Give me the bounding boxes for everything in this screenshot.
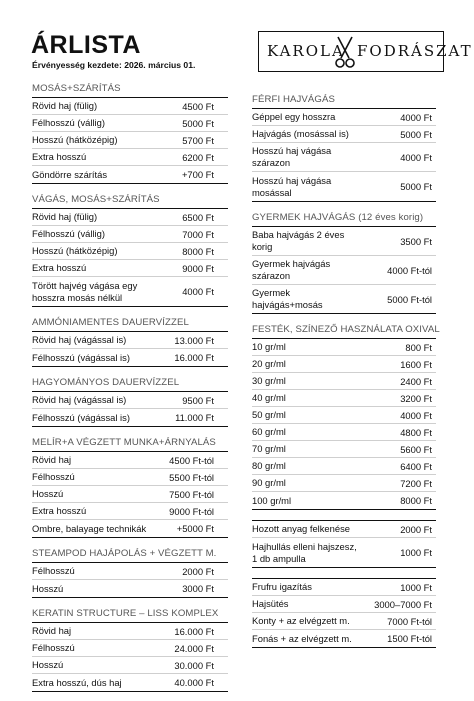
service-price: 2000 Ft: [182, 565, 214, 577]
service-price: 9000 Ft: [182, 262, 214, 274]
price-row: [32, 349, 228, 366]
service-price: 16.000 Ft: [174, 625, 214, 637]
service-name: Gyermek hajvágás+mosás: [252, 287, 323, 310]
service-name: Gyermek hajvágás szárazon: [252, 258, 331, 281]
section-title: [32, 436, 228, 451]
price-row: [32, 260, 228, 277]
service-name: 80 gr/ml: [252, 460, 286, 471]
price-table: [32, 208, 228, 307]
service-name: 70 gr/ml: [252, 443, 286, 454]
service-name: Hosszú: [32, 659, 64, 670]
service-name: Rövid haj (vágással is): [32, 334, 127, 345]
price-row: [252, 441, 436, 458]
price-row: [252, 172, 436, 201]
service-name: Rövid haj (vágással is): [32, 394, 127, 405]
service-name: Hosszú: [32, 582, 64, 594]
section-melir-a-vegzett-munka-arnyalas: [32, 436, 228, 538]
section-extra: [252, 578, 436, 648]
service-price: 5000 Ft-tól: [387, 293, 432, 305]
price-row: [32, 98, 228, 115]
page-title: ÁRLISTA: [31, 31, 141, 59]
service-price: 16.000 Ft: [174, 352, 214, 363]
section-keratin-structure-liss-komplex: [32, 607, 228, 692]
service-price: 8000 Ft: [400, 495, 432, 506]
service-name: Géppel egy hosszra: [252, 111, 336, 122]
service-price: 4000 Ft: [182, 286, 214, 297]
price-row: [32, 115, 228, 132]
service-name: Félhosszú (vágással is): [32, 411, 130, 423]
service-name: 10 gr/ml: [252, 341, 286, 352]
price-row: [32, 452, 228, 469]
price-row: [252, 390, 436, 407]
validity-date: Érvényesség kezdete: 2026. március 01.: [32, 60, 196, 70]
service-price: 5000 Ft: [400, 181, 432, 192]
service-name: Félhosszú (vállig): [32, 117, 105, 128]
section-title: [252, 211, 436, 226]
section-title-text: FÉRFI HAJVÁGÁS: [252, 94, 335, 105]
price-row: [32, 332, 228, 349]
service-name: Félhosszú: [32, 471, 75, 482]
price-row: [32, 243, 228, 260]
price-row: [252, 538, 436, 567]
service-name: 20 gr/ml: [252, 358, 286, 369]
price-row: [32, 166, 228, 183]
service-name: Rövid haj: [32, 454, 72, 465]
service-price: 24.000 Ft: [174, 642, 214, 654]
service-price: 1000 Ft: [400, 547, 432, 558]
service-price: 7000 Ft: [182, 228, 214, 240]
price-row: [32, 520, 228, 537]
service-price: 7000 Ft-tól: [387, 615, 432, 627]
section-hagyomanyos-dauervizzel: [32, 376, 228, 427]
service-price: 4000 Ft-tól: [387, 264, 432, 276]
price-row: [252, 521, 436, 538]
price-row: [252, 579, 436, 596]
service-name: Hosszú (hátközépig): [32, 134, 118, 145]
service-name: Baba hajvágás 2 éves korig: [252, 229, 345, 252]
service-name: Félhosszú: [32, 565, 75, 576]
price-row: [32, 563, 228, 580]
price-row: [32, 469, 228, 486]
service-name: Rövid haj (fülig): [32, 100, 98, 111]
logo-text-left: KAROLA: [267, 42, 345, 60]
price-table: [32, 391, 228, 427]
section-note: (12 éves korig): [358, 212, 424, 223]
service-name: Hosszú haj vágása szárazon: [252, 145, 332, 168]
price-row: [32, 226, 228, 243]
scissors-icon: [334, 35, 356, 71]
service-name: Félhosszú (vállig): [32, 228, 105, 239]
section-ferfi-hajvagas: [252, 93, 436, 202]
service-price: 800 Ft: [405, 341, 432, 353]
section-extra: [252, 520, 436, 568]
service-name: Hajvágás (mosással is): [252, 128, 349, 139]
service-price: 2000 Ft: [400, 523, 432, 535]
price-table: [252, 578, 436, 648]
left-price-column: [32, 82, 228, 701]
service-price: 3000–7000 Ft: [374, 598, 432, 610]
service-name: Félhosszú (vágással is): [32, 351, 130, 363]
price-row: [252, 109, 436, 126]
service-name: Hozott anyag felkenése: [252, 523, 350, 534]
price-row: [32, 409, 228, 426]
section-title: [32, 193, 228, 208]
price-row: [32, 640, 228, 657]
service-name: Fonás + az elvégzett m.: [252, 632, 352, 644]
service-price: 4000 Ft: [400, 111, 432, 123]
price-row: [32, 580, 228, 597]
section-festek-szinezo-hasznalata-oxival: [252, 323, 440, 510]
section-title: [32, 607, 228, 622]
section-title-text: HAGYOMÁNYOS DAUERVÍZZEL: [32, 377, 180, 388]
price-row: [32, 674, 228, 691]
service-price: 3200 Ft: [400, 392, 432, 404]
service-price: 4000 Ft: [400, 409, 432, 421]
section-title-text: GYERMEK HAJVÁGÁS: [252, 212, 356, 223]
service-name: Törött hajvég vágása egy hosszra mosás nélkül: [32, 279, 138, 303]
price-table: [252, 226, 436, 314]
service-price: 6200 Ft: [182, 151, 214, 163]
section-title-text: VÁGÁS, MOSÁS+SZÁRÍTÁS: [32, 194, 160, 205]
service-name: Rövid haj (fülig): [32, 211, 98, 222]
section-steampod-hajapolas-vegzett-m: [32, 547, 228, 598]
section-ammoniamentes-dauervizzel: [32, 316, 228, 367]
service-name: Félhosszú: [32, 642, 75, 653]
service-name: Extra hosszú: [32, 151, 87, 162]
service-price: 4000 Ft: [400, 151, 432, 163]
price-row: [32, 657, 228, 674]
service-price: 11.000 Ft: [175, 412, 214, 423]
price-table: [32, 97, 228, 184]
service-price: 40.000 Ft: [174, 677, 214, 688]
service-price: 6500 Ft: [182, 211, 214, 223]
service-price: 2400 Ft: [400, 375, 432, 387]
service-name: Ombre, balayage technikák: [32, 522, 147, 534]
section-title-text: FESTÉK, SZÍNEZŐ HASZNÁLATA OXIVAL: [252, 324, 440, 335]
price-row: [32, 392, 228, 409]
price-row: [252, 596, 436, 613]
service-name: 60 gr/ml: [252, 426, 286, 437]
price-row: [32, 132, 228, 149]
section-vagas-mosas-szaritas: [32, 193, 228, 307]
section-gyermek-hajvagas: [252, 211, 436, 314]
section-title: [32, 316, 228, 331]
service-price: +700 Ft: [181, 169, 214, 180]
service-name: 90 gr/ml: [252, 477, 286, 488]
price-table: [252, 520, 436, 568]
service-price: 8000 Ft: [182, 245, 214, 257]
section-title-text: STEAMPOD HAJÁPOLÁS + VÉGZETT M.: [32, 548, 217, 559]
section-mosas-szaritas: [32, 82, 228, 184]
service-name: Hajhullás elleni hajszesz, 1 db ampulla: [252, 540, 357, 564]
service-name: Hosszú (hátközépig): [32, 245, 118, 256]
service-name: Göndörre szárítás: [32, 168, 108, 180]
price-row: [252, 256, 436, 285]
price-table: [32, 451, 228, 538]
service-name: Hosszú haj vágása mosással: [252, 174, 332, 198]
price-row: [252, 407, 436, 424]
price-row: [252, 424, 436, 441]
service-price: 7500 Ft-tól: [169, 488, 214, 500]
service-price: 9000 Ft-tól: [169, 505, 214, 517]
service-price: +5000 Ft: [176, 523, 214, 534]
section-title-text: MOSÁS+SZÁRÍTÁS: [32, 83, 121, 94]
service-price: 4500 Ft-tól: [169, 454, 214, 466]
price-row: [252, 126, 436, 143]
service-price: 5600 Ft: [400, 443, 432, 455]
service-price: 5700 Ft: [182, 134, 214, 146]
logo-text-right: FODRÁSZAT: [357, 42, 473, 60]
service-name: Extra hosszú: [32, 262, 87, 273]
price-row: [252, 143, 436, 172]
price-row: [32, 209, 228, 226]
service-name: 100 gr/ml: [252, 494, 292, 506]
price-table: [32, 622, 228, 692]
service-name: Konty + az elvégzett m.: [252, 615, 350, 626]
section-title: [32, 547, 228, 562]
price-row: [252, 373, 436, 390]
service-name: Extra hosszú, dús haj: [32, 676, 122, 688]
price-row: [252, 458, 436, 475]
service-name: 30 gr/ml: [252, 375, 286, 386]
service-name: 50 gr/ml: [252, 409, 286, 420]
price-row: [252, 339, 436, 356]
salon-logo: [258, 31, 473, 72]
price-row: [252, 356, 436, 373]
price-table: [252, 338, 436, 510]
service-price: 1000 Ft: [400, 581, 432, 593]
price-row: [32, 277, 228, 306]
right-price-column: [252, 93, 440, 657]
price-row: [32, 503, 228, 520]
price-row: [32, 486, 228, 503]
service-price: 3500 Ft: [400, 235, 432, 247]
price-row: [252, 227, 436, 256]
price-table: [252, 108, 436, 202]
price-row: [252, 285, 436, 313]
service-price: 5000 Ft: [182, 117, 214, 129]
service-price: 5000 Ft: [400, 128, 432, 140]
service-price: 1500 Ft-tól: [387, 633, 432, 644]
price-table: [32, 331, 228, 367]
price-row: [252, 630, 436, 647]
section-title-text: AMMÓNIAMENTES DAUERVÍZZEL: [32, 317, 189, 328]
service-price: 9500 Ft: [182, 394, 214, 406]
price-row: [32, 149, 228, 166]
section-title-text: KERATIN STRUCTURE – LISS KOMPLEX: [32, 608, 219, 619]
service-price: 4800 Ft: [400, 426, 432, 438]
price-row: [32, 623, 228, 640]
service-price: 7200 Ft: [400, 477, 432, 489]
service-price: 3000 Ft: [182, 583, 214, 594]
service-price: 5500 Ft-tól: [169, 471, 214, 483]
section-title: [252, 93, 436, 108]
price-row: [252, 492, 436, 509]
service-price: 6400 Ft: [400, 460, 432, 472]
section-title: [32, 82, 228, 97]
service-price: 4500 Ft: [182, 100, 214, 112]
section-title-text: MELÍR+A VÉGZETT MUNKA+ÁRNYALÁS: [32, 437, 216, 448]
service-name: 40 gr/ml: [252, 392, 286, 403]
service-name: Hajsütés: [252, 598, 289, 609]
service-price: 1600 Ft: [400, 358, 432, 370]
service-price: 13.000 Ft: [174, 334, 214, 346]
service-name: Rövid haj: [32, 625, 72, 636]
price-table: [32, 562, 228, 598]
section-title: [32, 376, 228, 391]
section-title: [252, 323, 440, 338]
service-price: 30.000 Ft: [174, 659, 214, 671]
service-name: Extra hosszú: [32, 505, 87, 516]
price-row: [252, 613, 436, 630]
price-row: [252, 475, 436, 492]
service-name: Hosszú: [32, 488, 64, 499]
service-name: Frufru igazítás: [252, 581, 312, 592]
